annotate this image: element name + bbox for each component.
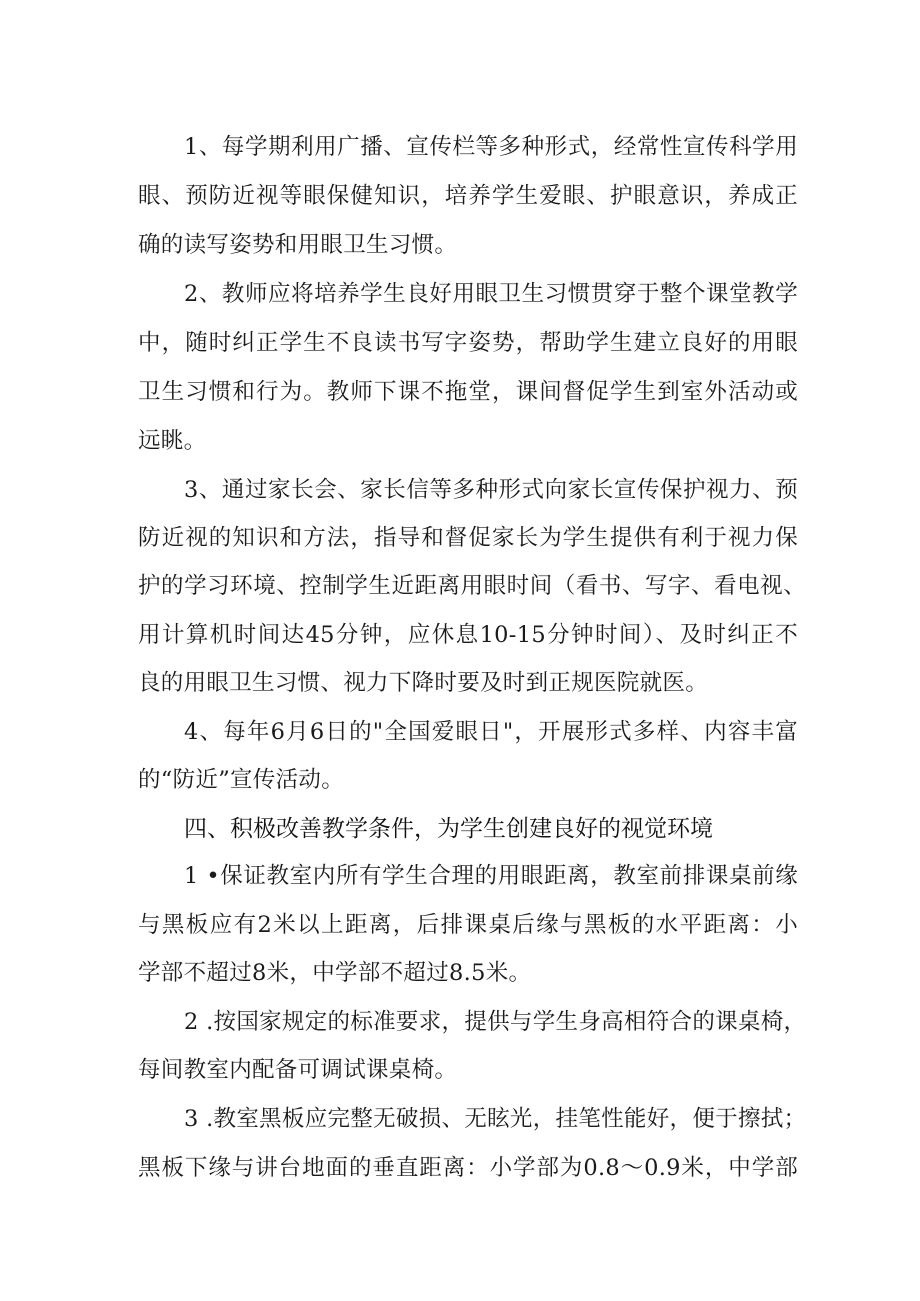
paragraph-5-line-2: 与黑板应有2米以上距离，后排课桌后缘与黑板的水平距离：小 [138, 912, 798, 938]
paragraph-3-line-5: 良的用眼卫生习惯、视力下降时要及时到正规医院就医。 [138, 670, 709, 696]
paragraph-6-line-2: 每间教室内配备可调试课桌椅。 [138, 1057, 458, 1083]
paragraph-3-line-3: 护的学习环境、控制学生近距离用眼时间（看书、写字、看电视、 [138, 573, 806, 599]
paragraph-3-line-1: 3、通过家长会、家长信等多种形式向家长宣传保护视力、预 [184, 477, 798, 503]
paragraph-4-line-1: 4、每年6月6日的"全国爱眼日"，开展形式多样、内容丰富 [184, 719, 798, 745]
paragraph-6-line-1: 2 .按国家规定的标准要求，提供与学生身高相符合的课桌椅， [184, 1009, 807, 1035]
paragraph-2-line-2: 中，随时纠正学生不良读书写字姿势，帮助学生建立良好的用眼 [138, 330, 798, 356]
paragraph-5-line-3: 学部不超过8米，中学部不超过8.5米。 [138, 960, 532, 986]
paragraph-2-line-3: 卫生习惯和行为。教师下课不拖堂，课间督促学生到室外活动或 [138, 379, 798, 405]
section-heading: 四、积极改善教学条件，为学生创建良好的视觉环境 [184, 816, 713, 842]
paragraph-4-line-2: 的“防近”宣传活动。 [138, 767, 345, 793]
paragraph-7-line-1: 3 .教室黑板应完整无破损、无眩光，挂笔性能好，便于擦拭； [184, 1106, 807, 1132]
paragraph-1-line-2: 眼、预防近视等眼保健知识，培养学生爱眼、护眼意识，养成正 [138, 183, 798, 209]
paragraph-7-line-2: 黑板下缘与讲台地面的垂直距离：小学部为0.8～0.9米，中学部 [138, 1155, 798, 1181]
paragraph-1-line-1: 1、每学期利用广播、宣传栏等多种形式，经常性宣传科学用 [184, 134, 798, 160]
paragraph-3-line-4: 用计算机时间达45分钟，应休息10-15分钟时间）、及时纠正不 [138, 622, 798, 648]
paragraph-5-line-1: 1 •保证教室内所有学生合理的用眼距离，教室前排课桌前缘 [184, 863, 798, 889]
paragraph-3-line-2: 防近视的知识和方法，指导和督促家长为学生提供有利于视力保 [138, 525, 798, 551]
paragraph-2-line-4: 远眺。 [138, 428, 207, 454]
paragraph-2-line-1: 2、教师应将培养学生良好用眼卫生习惯贯穿于整个课堂教学 [184, 281, 798, 307]
paragraph-1-line-3: 确的读写姿势和用眼卫生习惯。 [138, 232, 458, 258]
